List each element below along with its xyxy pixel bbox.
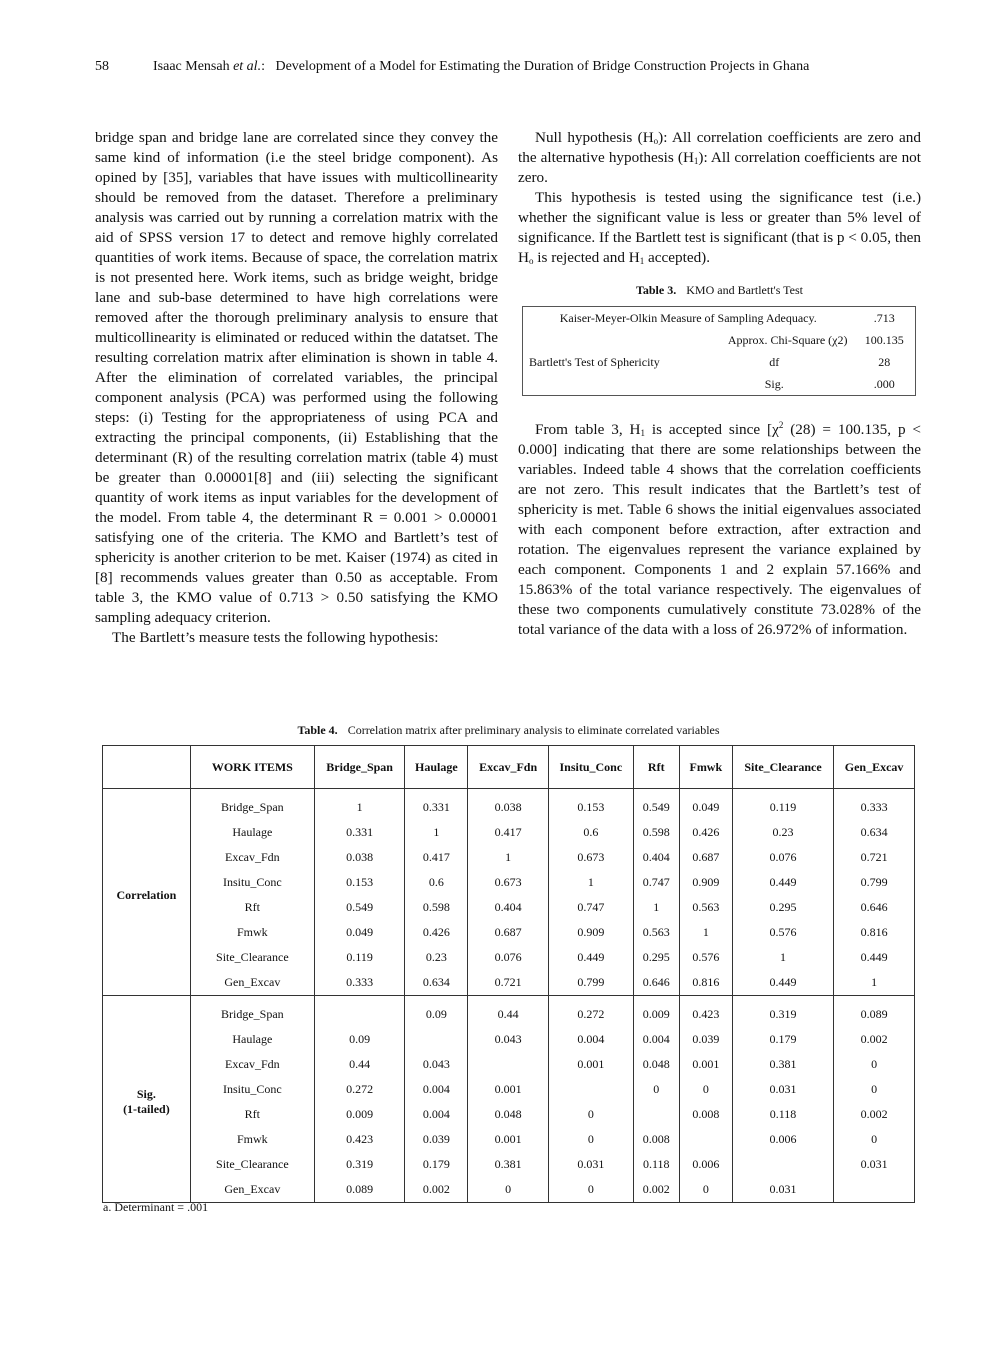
table3-caption: Table 3. KMO and Bartlett's Test xyxy=(635,283,803,297)
table-cell: 1 xyxy=(834,970,915,996)
table-header-row xyxy=(103,746,915,789)
header-et-al: et al. xyxy=(233,59,262,74)
table-cell: 0.272 xyxy=(548,996,633,1028)
table-cell: 0.049 xyxy=(314,920,404,945)
table-row xyxy=(103,1177,915,1203)
table-cell: 0.687 xyxy=(679,845,732,870)
table-cell: 0 xyxy=(548,1102,633,1127)
table-cell: 0.423 xyxy=(679,996,732,1028)
row-label: Rft xyxy=(190,895,314,920)
table-row xyxy=(103,1152,915,1177)
page-number: 58 xyxy=(95,59,109,74)
header-authors: Isaac Mensah xyxy=(153,59,230,74)
table-cell: 0.008 xyxy=(679,1102,732,1127)
table-cell: 0.319 xyxy=(314,1152,404,1177)
table-row xyxy=(103,1102,915,1127)
paragraph: The Bartlett’s measure tests the following hypothesis: xyxy=(112,629,439,646)
table-cell xyxy=(405,1027,468,1052)
table-cell: 0.576 xyxy=(679,945,732,970)
table-cell: 0 xyxy=(633,1077,679,1102)
table-cell: 0.002 xyxy=(834,1102,915,1127)
df-label: df xyxy=(769,354,780,369)
table-cell: 0.295 xyxy=(732,895,833,920)
header-title: Development of a Model for Estimating the Duration of Bridge Construction Projects in Ghana xyxy=(275,59,810,74)
table-cell: 0.747 xyxy=(633,870,679,895)
table-cell: 0 xyxy=(679,1177,732,1203)
table-cell: 0.44 xyxy=(314,1052,404,1077)
row-label: Excav_Fdn xyxy=(190,1052,314,1077)
table-cell: 0.23 xyxy=(405,945,468,970)
table-cell: 0.417 xyxy=(468,820,549,845)
table-cell: 0.048 xyxy=(633,1052,679,1077)
table-row xyxy=(103,789,915,821)
table-cell: 0.576 xyxy=(732,920,833,945)
table-cell: 0.449 xyxy=(548,945,633,970)
table-cell: 0.449 xyxy=(732,970,833,996)
table-cell: 0.381 xyxy=(468,1152,549,1177)
table4-footnote: a. Determinant = .001 xyxy=(103,1200,209,1214)
table-cell: 0.09 xyxy=(405,996,468,1028)
table-cell xyxy=(548,1077,633,1102)
table-cell: 0.004 xyxy=(548,1027,633,1052)
table-cell: 0 xyxy=(834,1052,915,1077)
table-cell: 0.634 xyxy=(405,970,468,996)
table-cell: 0.333 xyxy=(314,970,404,996)
table-cell xyxy=(834,1177,915,1203)
table-row xyxy=(103,845,915,870)
table-cell: 0.816 xyxy=(834,920,915,945)
table-cell: 0.031 xyxy=(732,1177,833,1203)
header-cell-empty xyxy=(103,746,191,789)
table-cell: 0.673 xyxy=(468,870,549,895)
table-cell: 0.426 xyxy=(679,820,732,845)
table-cell: 0.6 xyxy=(405,870,468,895)
table-cell: 0.549 xyxy=(633,789,679,821)
table-cell: 0 xyxy=(834,1127,915,1152)
table-cell: 0.118 xyxy=(732,1102,833,1127)
table-cell: 0 xyxy=(679,1077,732,1102)
table-cell: 0.004 xyxy=(405,1102,468,1127)
table-cell: 0.449 xyxy=(834,945,915,970)
table-cell: 0.319 xyxy=(732,996,833,1028)
table-correlation-matrix xyxy=(102,745,915,1203)
table-cell: 0.799 xyxy=(548,970,633,996)
row-label: Insitu_Conc xyxy=(190,870,314,895)
table-cell: 0.153 xyxy=(548,789,633,821)
table-row xyxy=(103,820,915,845)
table-row xyxy=(103,870,915,895)
row-label: Gen_Excav xyxy=(190,1177,314,1203)
table-cell: 0.09 xyxy=(314,1027,404,1052)
table-cell: 0.001 xyxy=(548,1052,633,1077)
paragraph-significance-test: This hypothesis is tested using the significance test (i.e.) whether the significant value is less or greater than 5% level of significance. If the Bartlett test is significant (that is p < 0.05, then $H_o$ is rejected and $H_1$ accepted). xyxy=(518,189,921,266)
row-label: Gen_Excav xyxy=(190,970,314,996)
table-cell: 0.039 xyxy=(679,1027,732,1052)
row-label: Haulage xyxy=(190,820,314,845)
column-header: Excav_Fdn xyxy=(468,746,549,789)
table-cell: 0.006 xyxy=(679,1152,732,1177)
table-cell: 0.001 xyxy=(679,1052,732,1077)
table-cell: 1 xyxy=(732,945,833,970)
table-cell: 0.909 xyxy=(679,870,732,895)
column-header: Haulage xyxy=(405,746,468,789)
table-cell: 0.563 xyxy=(679,895,732,920)
table-cell: 1 xyxy=(314,789,404,821)
chi-square-value: 100.135 xyxy=(864,332,904,347)
table-cell: 0.909 xyxy=(548,920,633,945)
table-cell: 0.009 xyxy=(633,996,679,1028)
table-cell: 0.076 xyxy=(468,945,549,970)
row-label: Bridge_Span xyxy=(190,996,314,1028)
row-label: Rft xyxy=(190,1102,314,1127)
table-cell: 0.295 xyxy=(633,945,679,970)
table-cell: 0.673 xyxy=(548,845,633,870)
row-label: Fmwk xyxy=(190,1127,314,1152)
running-header xyxy=(153,59,809,75)
table-cell: 0.002 xyxy=(834,1027,915,1052)
table-cell: 0.119 xyxy=(732,789,833,821)
table-cell: 0.331 xyxy=(314,820,404,845)
table-cell: 0.549 xyxy=(314,895,404,920)
table-cell: 0.089 xyxy=(314,1177,404,1203)
table-cell: 0.002 xyxy=(633,1177,679,1203)
table-cell: 1 xyxy=(633,895,679,920)
table-cell: 0 xyxy=(834,1077,915,1102)
paragraph-null-hypothesis: Null hypothesis $(H_o)$: All correlation coefficients are zero and the alternative hypothesis $(H_1)$: All correlation coefficients are not zero. xyxy=(518,129,921,186)
row-label: Fmwk xyxy=(190,920,314,945)
column-header: Fmwk xyxy=(679,746,732,789)
table-cell: 0.404 xyxy=(468,895,549,920)
table-row xyxy=(103,1127,915,1152)
table-row xyxy=(103,1052,915,1077)
table-cell: 0.031 xyxy=(834,1152,915,1177)
table-cell: 0.417 xyxy=(405,845,468,870)
table-cell xyxy=(633,1102,679,1127)
table-row xyxy=(103,1027,915,1052)
row-label: Site_Clearance xyxy=(190,945,314,970)
table-cell: 0.721 xyxy=(834,845,915,870)
table-cell: 0.002 xyxy=(405,1177,468,1203)
table-row xyxy=(103,945,915,970)
table4-caption: Table 4. Correlation matrix after preliminary analysis to eliminate correlated variables xyxy=(297,723,720,737)
table-cell: 0.179 xyxy=(405,1152,468,1177)
row-label: Insitu_Conc xyxy=(190,1077,314,1102)
table-cell: 0.119 xyxy=(314,945,404,970)
table-cell: 0.153 xyxy=(314,870,404,895)
column-header: Gen_Excav xyxy=(834,746,915,789)
table-cell: 0.038 xyxy=(468,789,549,821)
table-cell: 0.331 xyxy=(405,789,468,821)
header-colon: : xyxy=(261,59,265,74)
row-label: Site_Clearance xyxy=(190,1152,314,1177)
table-cell: 0.721 xyxy=(468,970,549,996)
table-cell: 0.646 xyxy=(834,895,915,920)
table-cell: 1 xyxy=(405,820,468,845)
sig-value: .000 xyxy=(873,376,895,391)
table-cell: 0.006 xyxy=(732,1127,833,1152)
table-cell: 0.089 xyxy=(834,996,915,1028)
table-row xyxy=(103,970,915,996)
table-cell: 1 xyxy=(548,870,633,895)
table-row xyxy=(103,1077,915,1102)
kmo-value: .713 xyxy=(873,310,895,325)
table-cell: 0.634 xyxy=(834,820,915,845)
table-cell: 0.423 xyxy=(314,1127,404,1152)
table-cell: 0.44 xyxy=(468,996,549,1028)
group-label: Correlation xyxy=(103,789,191,996)
table-row xyxy=(103,920,915,945)
table-cell: 0.043 xyxy=(468,1027,549,1052)
table-cell: 0.426 xyxy=(405,920,468,945)
table-cell: 0.049 xyxy=(679,789,732,821)
table-row xyxy=(103,895,915,920)
column-header: Bridge_Span xyxy=(314,746,404,789)
table-row xyxy=(103,996,915,1028)
table-cell: 0.747 xyxy=(548,895,633,920)
table-cell: 0.031 xyxy=(548,1152,633,1177)
table-cell xyxy=(732,1152,833,1177)
chi-square-label: Approx. Chi-Square (χ2) xyxy=(727,332,848,347)
table-cell xyxy=(679,1127,732,1152)
table-cell: 0.039 xyxy=(405,1127,468,1152)
table-kmo-bartlett xyxy=(522,306,916,396)
table-cell: 0.6 xyxy=(548,820,633,845)
table-cell: 0.598 xyxy=(405,895,468,920)
column-header: Rft xyxy=(633,746,679,789)
table-cell xyxy=(468,1052,549,1077)
table-cell: 0.048 xyxy=(468,1102,549,1127)
table-cell: 0 xyxy=(468,1177,549,1203)
table-cell: 0.449 xyxy=(732,870,833,895)
table-cell: 1 xyxy=(679,920,732,945)
df-value: 28 xyxy=(878,354,891,369)
table-cell: 0.381 xyxy=(732,1052,833,1077)
table-cell xyxy=(314,996,404,1028)
table-cell: 0.598 xyxy=(633,820,679,845)
row-label: Excav_Fdn xyxy=(190,845,314,870)
table-cell: 0.563 xyxy=(633,920,679,945)
table-cell: 1 xyxy=(468,845,549,870)
table-cell: 0.008 xyxy=(633,1127,679,1152)
group-label: Sig. (1-tailed) xyxy=(103,996,191,1203)
table-cell: 0.118 xyxy=(633,1152,679,1177)
table-cell: 0 xyxy=(548,1127,633,1152)
sig-label: Sig. xyxy=(764,376,784,391)
table-cell: 0.001 xyxy=(468,1127,549,1152)
table-cell: 0.043 xyxy=(405,1052,468,1077)
table-cell: 0.004 xyxy=(633,1027,679,1052)
table-cell: 0.179 xyxy=(732,1027,833,1052)
row-label: Bridge_Span xyxy=(190,789,314,821)
table-cell: 0.404 xyxy=(633,845,679,870)
paragraph-results: From table 3, $H_1$ is accepted since [$\chi^2$ (28) = 100.135, p < 0.000] indicating that there are some relationships between the variables. Indeed table 4 shows that the correlation coefficients are not zero. This result indicates that the Bartlett’s test of sphericity is met. Table 6 shows the initial eigenvalues associated with each component before extraction, after extraction and rotation. The eigenvalues represent the variance explained by each component. Components 1 and 2 explain 57.166% and 15.863% of the total variance respectively. The eigenvalues of these two components cumulatively constitute 73.028% of the total variance of the data with a loss of 26.972% of information. xyxy=(518,420,921,638)
table-cell: 0.031 xyxy=(732,1077,833,1102)
kmo-label: Kaiser-Meyer-Olkin Measure of Sampling Adequacy. xyxy=(559,310,817,325)
column-header: WORK ITEMS xyxy=(190,746,314,789)
table-cell: 0.646 xyxy=(633,970,679,996)
table-cell: 0.038 xyxy=(314,845,404,870)
table-cell: 0.009 xyxy=(314,1102,404,1127)
table-cell: 0.799 xyxy=(834,870,915,895)
table-cell: 0.004 xyxy=(405,1077,468,1102)
column-header: Site_Clearance xyxy=(732,746,833,789)
table-cell: 0.816 xyxy=(679,970,732,996)
table-cell: 0.333 xyxy=(834,789,915,821)
left-column xyxy=(95,128,498,648)
row-label: Haulage xyxy=(190,1027,314,1052)
column-header: Insitu_Conc xyxy=(548,746,633,789)
paragraph: bridge span and bridge lane are correlated since they convey the same kind of information (i.e the steel bridge component). As opined by [35], variables that have issues with multicollinearity should be removed from the dataset. Therefore a preliminary analysis was carried out by running a correlation matrix with the aid of SPSS version 17 to detect and remove highly correlated quantities of work items. Because of space, the correlation matrix is not presented here. Work items, such as bridge weight, bridge lane and sub-base determined to have high correlations were removed after the thorough preliminary analysis to ensure that multicollinearity is eliminated or reduced within the datatset. The resulting correlation matrix after elimination is shown in table 4. After the elimination of correlated variables, the principal component analysis (PCA) was performed using the following steps: (i) Testing for the appropriateness of using PCA and extracting the principal components, (ii) Establishing that the determinant (R) of the resulting correlation matrix (table 4) must be greater than 0.00001[8] and (iii) selecting the significant quantity of work items as input variables for the development of the model. From table 4, the determinant R = 0.001 > 0.00001 satisfying one of the criteria. The KMO and Bartlett’s test of sphericity is another criterion to be met. Kaiser (1974) as cited in [8] recommends values greater than 0.50 as acceptable. From table 3, the KMO value of 0.713 > 0.50 satisfying the KMO sampling adequacy criterion. xyxy=(95,129,498,626)
table-cell: 0.076 xyxy=(732,845,833,870)
table-cell: 0.272 xyxy=(314,1077,404,1102)
table-cell: 0.001 xyxy=(468,1077,549,1102)
bartlett-label: Bartlett's Test of Sphericity xyxy=(529,354,660,369)
table-cell: 0 xyxy=(548,1177,633,1203)
table-cell: 0.687 xyxy=(468,920,549,945)
table-cell: 0.23 xyxy=(732,820,833,845)
